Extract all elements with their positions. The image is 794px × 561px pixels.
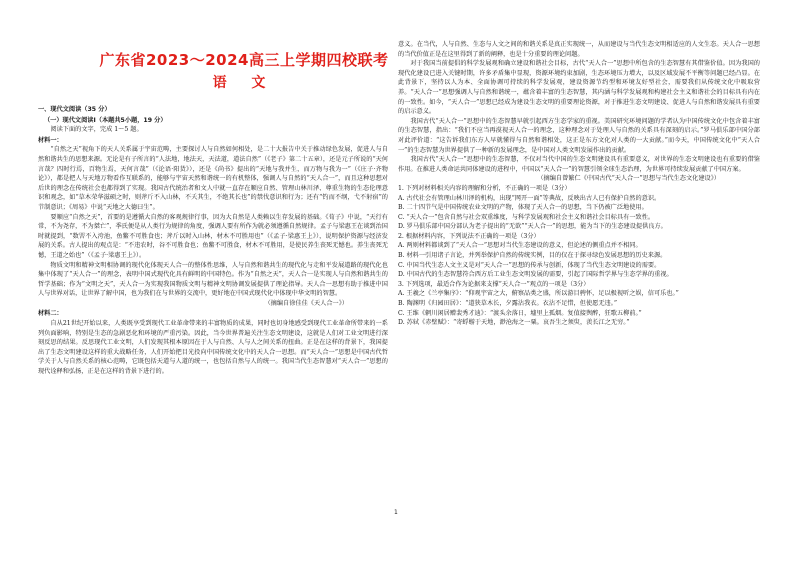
left-column (38, 104, 388, 377)
section-heading: 一、现代文阅读（35 分） (38, 106, 111, 113)
question-2-option-c: C. 中国当代生态人文主义是对“天人合一”思想的传承与创新，体现了当代生态文明建设的需要。 (398, 261, 661, 269)
instruction: 阅读下面的文字，完成 1～5 题。 (50, 126, 143, 134)
material-2-label: 材料二： (38, 310, 63, 318)
exam-title: 广东省2023～2024高三上学期四校联考 (99, 51, 389, 69)
material-1-para-3: 物质文明和精神文明相协调的现代化体现天人合一的整体性思维，人与自然和谐共生的现代化与走和平发展道路的现代化也集中体现了“天人合一”的理念，表明中国式现代化具有鲜明的中国特色。作为“自然之天”，天人合一是实现人与自然和谐共生的哲学基础；作为“文明之天”，天人合一为实现我国物质文明与精神文明协调发展提供了理论指导。天人合一思想有助于推进中国人与世界对话，让世界了解中国，也为我们在与世界的交流中，更好地在中国式现代化中体现中华文明的智慧。 (38, 261, 388, 298)
question-1: 1. 下列对材料相关内容的理解和分析，不正确的一项是（3分） (398, 184, 571, 192)
question-3-option-c: C. 王维《辋川闲居赠裴秀才迪》：“渡头余落日，墟里上孤烟。复值接舆醉，狂歌五柳前。” (398, 309, 642, 317)
question-2-option-b: B. 材料一引用诸子言论，并列举保护自然的传统实例，目的仅在于探寻绿色发展思想的历史来源。 (398, 252, 667, 260)
question-2-option-d: D. 中国古代的生态智慧符合西方后工业生态文明发展的需要，引起了国际哲学界与生态学界的重视。 (398, 271, 673, 279)
right-column (398, 40, 760, 328)
question-1-option-a: A. 古代社会有管理山林川泽的机构，出现“网开一面”等典故，反映出古人已有保护自然的意识。 (398, 194, 661, 202)
question-2: 2. 根据材料内容，下列说法不正确的一项是（3分） (398, 232, 540, 240)
question-3: 3. 下列选项，最适合作为论据来支撑“天人合一”观点的一项是（3分） (398, 280, 590, 288)
material-1-para-1: “自然之天”视角下的天人关系属于宇宙范畴，主要探讨人与自然如何相处，是二十大报告中关于推动绿色发展，促进人与自然和谐共生的思想来源。无论是有子所言的“人法地，地法天，天法道，道法自然”（《老子》第二十五章），还是元子所说的“天何言哉？四时行焉，百物生焉，天何言哉”（《论语·阳货》），还是《尚书》提出的“天地与我并生，而万物与我为一”（《庄子·齐物论》），都是把人与天地万物看作互联系的，能够与宇宙天然和谐统一的有机整体，强调人与自然的“天人合一”，而且这种思想对后世的理念在传统社会也都得到了实现。我国古代统治者和文人中就一直存在顺应自然、管理山林川泽、尊重生物的生态伦理意识和观念，如“草木荣华滋硕之时，则斧斤不入山林，不夭其生，不绝其长也”的禁伐意识和行为；还有“钓而不纲，弋不射宿”的节制意识；《周易》中说“天地之大德曰生”。 (38, 146, 388, 211)
page-number: 1 (394, 509, 398, 516)
material-1-para-2: 要顺应“自然之天”，首要的是遵循大自然的客观规律行事，因为大自然是人类赖以生存发展的基础。《荀子》中说，“天行有常，不为尧存，不为桀亡”，季氏便是从人类行为规律的角度，强调人要有所作为就必须遵循自然规律。孟子与梁惠王在谈到治国时就提到，“数罟不入洿池，鱼鳖不可胜食也；斧斤以时入山林，材木不可胜用也”（《孟子·梁惠王上》），说明保护资源与经济发展的关系。古人提出的观点是：“不违农时，谷不可胜食也；鱼鳖不可胜食，材木不可胜用，是使民养生丧死无憾也。养生丧死无憾，王道之始也”（《孟子·梁惠王上》）。 (38, 213, 388, 259)
material-1-source: （摘编自徐佳佳《天人合一》） (264, 299, 348, 307)
question-3-option-d: D. 苏轼《赤壁赋》：“寄蜉蝣于天地，渺沧海之一粟。哀吾生之须臾，羡长江之无穷。” (398, 319, 630, 327)
question-1-option-d: D. 罗马俱乐部中国分部认为老子提出的“无欲”“天人合一”的思想，能为当下的生态建设提供良方。 (398, 223, 667, 231)
material-2-para-2: 对于我国当前提倡的科学发展观和确立建设和谐社会目标，古代“天人合一”思想中所包含的生态智慧有其借鉴价值。因为我国的现代化建设已进入关键时期，许多矛盾集中显现，资源环境约束加剧，生态环境压力增大，以及区域发展不平衡等问题已经凸显。在此背景下，坚持以人为本、全面协调可持续的科学发展观，建设资源节约型和环境友好型社会，需要我们从传统文化中吸取营养。“天人合一”思想强调人与自然和谐统一，蕴含着丰富的生态智慧，其内涵与科学发展观和构建社会主义和谐社会的目标具有内在的一致性。如今，“天人合一”思想已经成为建设生态文明的重要理论资源，对于推进生态文明建设、促进人与自然和谐发展具有重要的启示意义。 (398, 60, 760, 116)
material-2-para-3: 我国古代“天人合一”思想中的生态智慧早就引起西方生态学家的重视。美国研究环境问题的学者认为中国传统文化中包含着丰富的生态智慧，指出：“我们不应当再漠视天人合一的理念，这种理念对于处理人与自然的关系具有深刻的启示。”罗马俱乐部中国分部对此评价道：“这告诉我们东方人早就懂得与自然和谐相处，这正是东方文化对人类的一大贡献。”而今天，中国传统文化中“天人合一”的生态智慧为世界提供了一种新的发展理念，是中国对人类文明发展作出的贡献。 (398, 117, 760, 154)
subject-title: 语 文 (212, 75, 276, 91)
material-2-para-1: 自从21世纪开始以来，人类既享受到现代工业革命带来的丰富物质的成果，同时也切身地感受到现代工业革命所带来的一系列负面影响，特别是生态的急剧恶化和环境的严重污染。因此，当今世界普遍关注生态文明建设，这就是人们对工业文明进行深刻反思的结果。反思现代工业文明，人们发现其根本原因在于人与自然、人与人之间关系的扭曲。正是在这样的背景下，我国提出了生态文明建设这样的重大战略任务，人们开始把目光投向中国传统文化中的天人合一思想。而“天人合一”思想是中国古代哲学关于人与自然关系的核心范畴，它既包括天道与人道的统一，也包括自然与人的统一。我国当代生态智慧对“天人合一”思想的现代诠释和弘扬，正是在这样的背景下进行的。 (38, 320, 388, 376)
question-3-option-a: A. 王羲之《兰亭集序》：“仰观宇宙之大，俯察品类之盛，所以游目骋怀，足以极视听之娱，信可乐也。” (398, 290, 679, 298)
subsection-heading: （一）现代文阅读Ⅰ（本题共5小题，19 分） (44, 116, 167, 124)
material-2-source: （摘编自曾繁仁《中国古代“天人合一”思想与当代生态文化建设》） (537, 175, 720, 183)
question-3-option-b: B. 陶渊明《归园田居》：“道狭草木长，夕露沾我衣。衣沾不足惜，但使愿无违。” (398, 300, 617, 308)
question-1-option-c: C. “天人合一”包含自然与社会双重维度，与科学发展观和社会主义和谐社会目标具有一致性。 (398, 213, 655, 221)
material-1-label: 材料一： (38, 136, 63, 144)
material-2-para-4: 我国古代“天人合一”思想中的生态智慧，不仅对当代中国的生态文明建设具有重要意义，对世界的生态文明建设也有重要的借鉴作用。在推进人类命运共同体建设的进程中，中国以“天人合一”的智慧引领全球生态治理，为世界可持续发展贡献了中国方案。 (398, 156, 760, 173)
material-2-para-cont: 意义。在当代，人与自然、生态与人文之间的和谐关系是真正实现统一，从而建设与当代生态文明相适应的人文生态。天人合一思想的当代价值正是在这里得到了新的阐释，也是十分重要的理论问题。 (398, 41, 760, 58)
question-1-option-b: B. 二十四节气是中国传统农业文明的产物，体现了天人合一的思想，当下仍被广泛地使用。 (398, 204, 648, 212)
question-2-option-a: A. 两则材料都谈到了“天人合一”思想对当代生态建设的意义，但论述的侧重点并不相同。 (398, 242, 642, 250)
